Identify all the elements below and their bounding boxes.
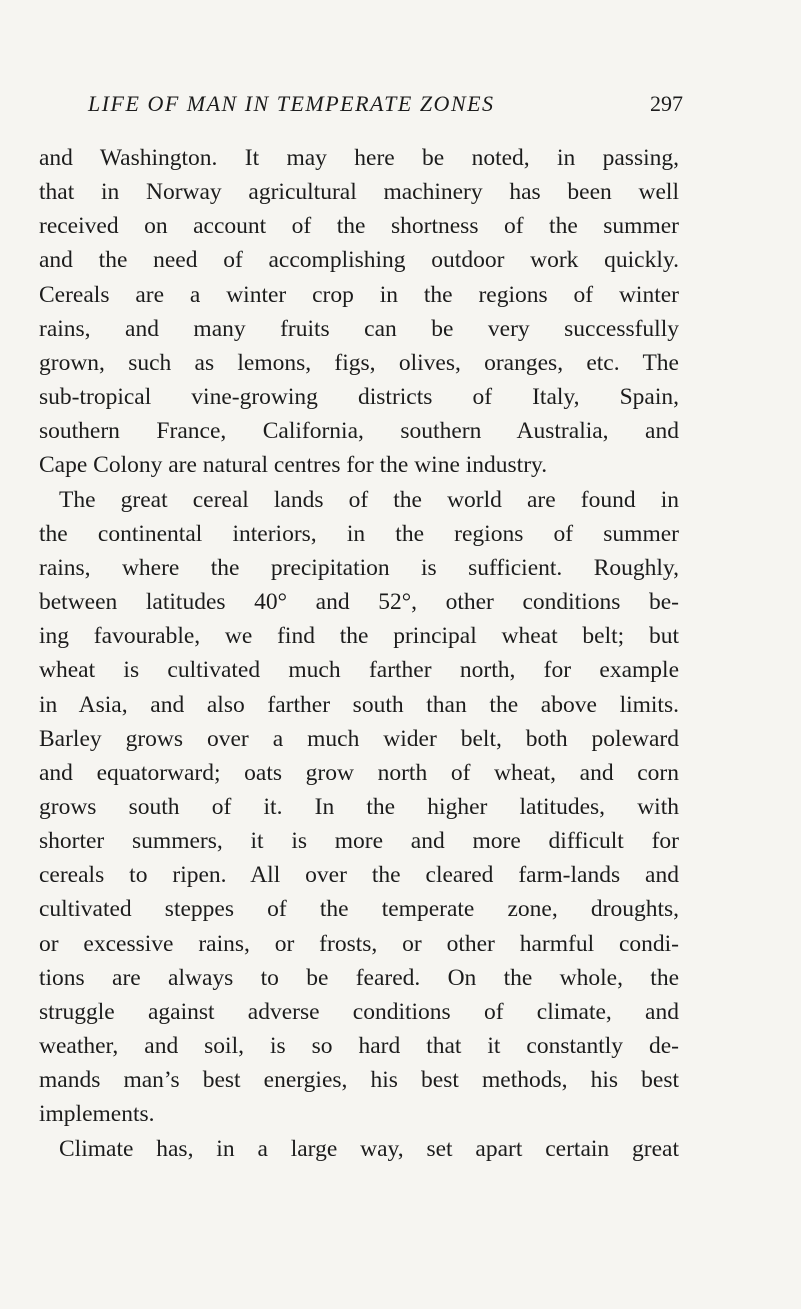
text-line-4: and the need of accomplishing outdoor work quickly.: [39, 247, 679, 274]
page-number: 297: [650, 91, 683, 116]
text-line-5: Cereals are a winter crop in the regions of winter: [39, 281, 679, 308]
text-line-30: Climate has, in a large way, set apart certain great: [59, 1135, 679, 1162]
body-text: [39, 141, 679, 1166]
text-line-6: rains, and many fruits can be very successfully: [39, 315, 679, 342]
text-line-26: struggle against adverse conditions of climate, and: [39, 998, 679, 1025]
text-line-11: The great cereal lands of the world are found in: [59, 486, 679, 513]
text-line-13: rains, where the precipitation is sufficient. Roughly,: [39, 554, 679, 581]
text-line-14: between latitudes 40° and 52°, other conditions be-: [39, 589, 679, 616]
text-line-12: the continental interiors, in the regions of summer: [39, 520, 679, 547]
text-line-28: mands man’s best energies, his best methods, his best: [39, 1067, 679, 1094]
text-line-29: implements.: [39, 1101, 155, 1128]
text-line-19: and equatorward; oats grow north of wheat, and corn: [39, 759, 679, 786]
text-line-21: shorter summers, it is more and more difficult for: [39, 828, 679, 855]
text-line-22: cereals to ripen. All over the cleared farm-lands and: [39, 862, 679, 889]
text-line-27: weather, and soil, is so hard that it constantly de-: [39, 1033, 679, 1060]
text-line-2: that in Norway agricultural machinery has been well: [39, 179, 679, 206]
text-line-9: southern France, California, southern Australia, and: [39, 418, 679, 445]
text-line-10: Cape Colony are natural centres for the wine industry.: [39, 452, 548, 479]
text-line-1: and Washington. It may here be noted, in passing,: [39, 145, 679, 171]
text-line-17: in Asia, and also farther south than the above limits.: [39, 691, 679, 718]
text-line-20: grows south of it. In the higher latitudes, with: [39, 793, 679, 820]
text-line-15: ing favourable, we find the principal wheat belt; but: [39, 623, 679, 650]
text-line-23: cultivated steppes of the temperate zone, droughts,: [39, 896, 679, 923]
text-line-24: or excessive rains, or frosts, or other harmful condi-: [39, 930, 679, 957]
running-title: LIFE OF MAN IN TEMPERATE ZONES: [88, 91, 495, 116]
text-line-16: wheat is cultivated much farther north, for example: [39, 657, 679, 684]
text-line-8: sub-tropical vine-growing districts of Italy, Spain,: [39, 384, 679, 411]
text-line-3: received on account of the shortness of the summer: [39, 213, 679, 240]
running-head: [88, 91, 683, 121]
text-line-18: Barley grows over a much wider belt, both poleward: [39, 725, 679, 752]
text-line-25: tions are always to be feared. On the whole, the: [39, 964, 679, 991]
text-line-7: grown, such as lemons, figs, olives, oranges, etc. The: [39, 349, 679, 376]
